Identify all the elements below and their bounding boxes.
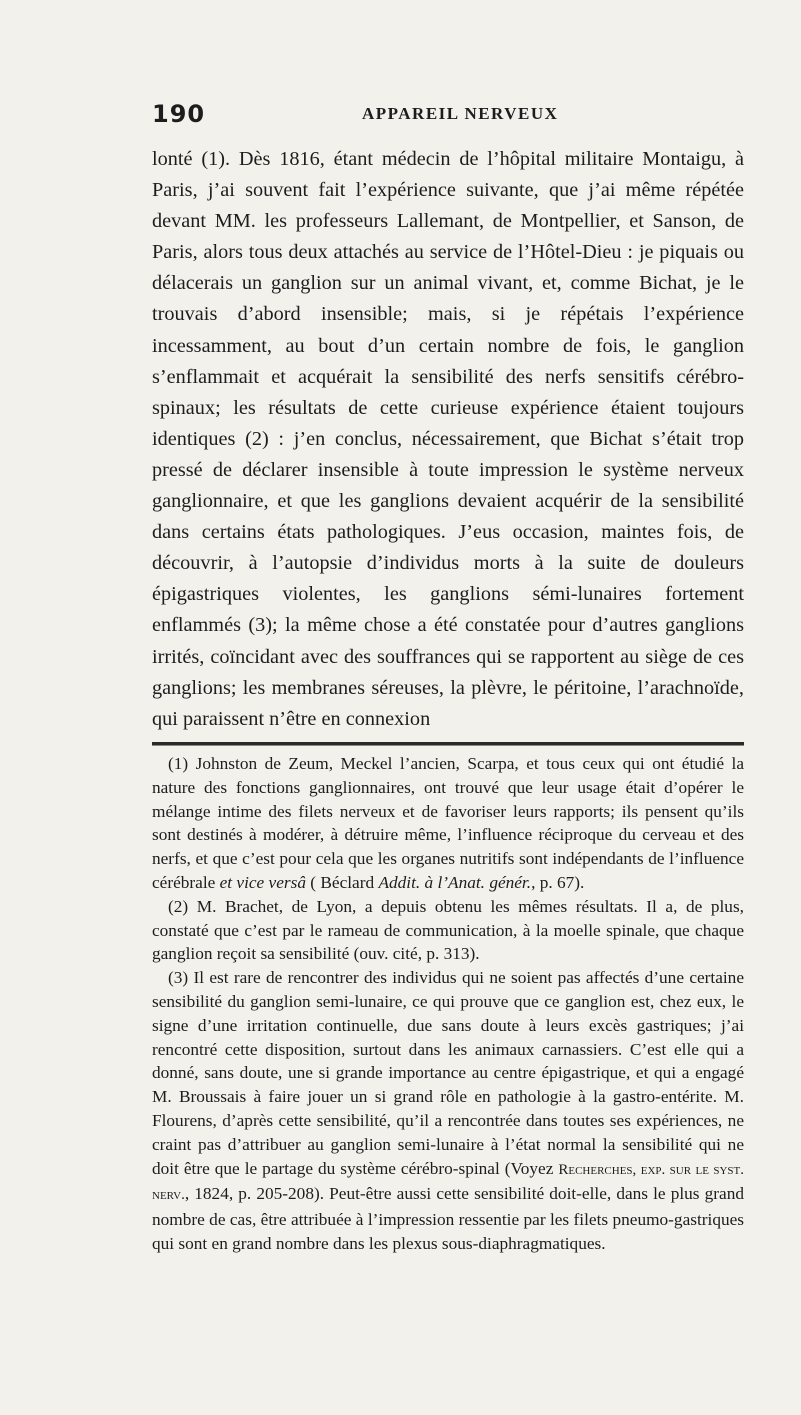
footnote-3-text-a: (3) Il est rare de rencontrer des individus qui ne soient pas affectés d’une certaine sensibilité du ganglion semi-lunaire, ce qui prouve que ce ganglion est, chez eux, le signe d’une irritation continuelle, due sans doute à leurs excès gastriques; j’ai rencontré cette disposition, surtout dans les animaux carnassiers. C’est elle qui a donné, sans doute, une si grande importance au centre épigastrique, et qui a engagé M. Broussais à faire jouer un si grand rôle en pathologie à la gastro-entérite. M. Flourens, d’après cette sensibilité, qu’il a rencontrée dans toutes ses expériences, ne craint pas d’attribuer au ganglion semi-lunaire à l’état normal la sensibilité qui ne doit être que le partage du système cérébro-spinal (Voyez bbox=[152, 968, 744, 1178]
footnote-1-citation: Addit. à l’Anat. génér. bbox=[378, 872, 532, 892]
footnote-divider bbox=[152, 742, 744, 746]
footnote-1-text-a: (1) Johnston de Zeum, Meckel l’ancien, Scarpa, et tous ceux qui ont étudié la nature des fonctions ganglionnaires, ont trouvé que leur usage était d’opérer le mélange intime des filets nerveux et de favoriser leurs rapports; ils pensent qu’ils sont destinés à modérer, à détruire même, l’influence réciproque du cerveau et des nerfs, et que c’est pour cela que les organes nutritifs sont indépendants de l’influence cérébrale bbox=[152, 754, 744, 892]
body-paragraph: lonté (1). Dès 1816, étant médecin de l’hôpital militaire Montaigu, à Paris, j’ai souvent fait l’expérience suivante, que j’ai même répétée devant MM. les professeurs Lallemant, de Montpellier, et Sanson, de Paris, alors tous deux attachés au service de l’Hôtel-Dieu : je piquais ou délacerais un ganglion sur un animal vivant, et, comme Bichat, je le trouvais d’abord insensible; mais, si je répétais l’expérience incessamment, au bout d’un certain nombre de fois, le ganglion s’enflammait et acquérait la sensibilité des nerfs sensitifs cérébro-spinaux; les résultats de cette curieuse expérience étaient toujours identiques (2) : j’en conclus, nécessairement, que Bichat s’était trop pressé de déclarer insensible à toute impression le système nerveux ganglionnaire, et que les ganglions devaient acquérir de la sensibilité dans certains états pathologiques. J’eus occasion, maintes fois, de découvrir, à l’autopsie d’individus morts à la suite de douleurs épigastriques violentes, les ganglions sémi-lunaires fortement enflammés (3); la même chose a été constatée pour d’autres ganglions irrités, coïncidant avec des souffrances qui se rapportent au siège de ces ganglions; les membranes séreuses, la plèvre, le péritoine, l’arachnoïde, qui paraissent n’être en connexion bbox=[152, 148, 744, 730]
body-text bbox=[152, 144, 744, 735]
footnote-1 bbox=[152, 752, 744, 895]
running-title: APPAREIL NERVEUX bbox=[362, 104, 559, 123]
page-header bbox=[152, 100, 742, 132]
page-number: 190 bbox=[152, 100, 206, 128]
footnote-1-text-c: , p. 67). bbox=[531, 872, 585, 892]
footnote-3-citation: Recherches, exp. sur le syst. nerv. bbox=[152, 1161, 744, 1204]
footnote-1-text-b: ( Béclard bbox=[305, 872, 379, 892]
footnote-3 bbox=[152, 966, 744, 1256]
footnotes bbox=[152, 752, 744, 1256]
footnote-2: (2) M. Brachet, de Lyon, a depuis obtenu les mêmes résultats. Il a, de plus, constaté que c’est par le rameau de communication, à la moelle spinale, que chaque ganglion reçoit sa sensibilité (ouv. cité, p. 313). bbox=[152, 896, 744, 964]
footnote-3-text-b: , 1824, p. 205-208). Peut-être aussi cette sensibilité doit-elle, dans le plus grand nombre de cas, être attribuée à l’impression ressentie par les filets pneumo-gastriques qui sont en grand nombre dans les plexus sous-diaphragmatiques. bbox=[152, 1184, 744, 1253]
footnote-1-italic: et vice versâ bbox=[219, 872, 306, 892]
